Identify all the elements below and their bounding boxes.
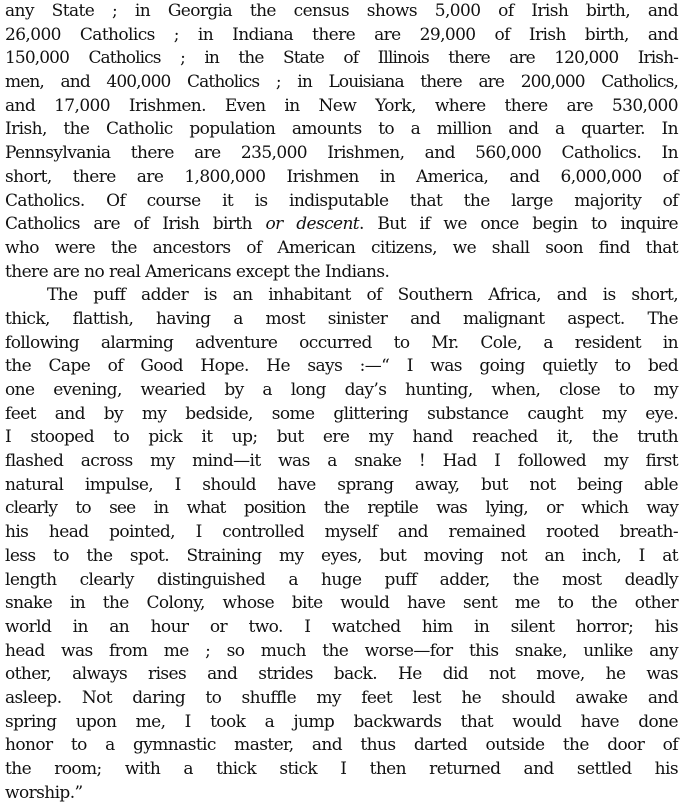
text-line: honor to a gymnastic master, and thus darted outside the door of [5, 735, 678, 756]
text-line: 26,000 Catholics ; in Indiana there are 29,000 of Irish birth, and [5, 24, 678, 45]
text-line: head was from me ; so much the worse—for this snake, unlike any [5, 640, 678, 661]
text-line: his head pointed, I controlled myself and remained rooted breath- [5, 522, 678, 543]
text-line: asleep. Not daring to shuffle my feet lest he should awake and [5, 687, 678, 708]
text-line: worship.” [5, 782, 83, 803]
text-line: spring upon me, I took a jump backwards that would have done [5, 711, 678, 732]
text-line-with-italic [5, 213, 678, 237]
italic-phrase: or descent [265, 214, 360, 235]
text-line: Pennsylvania there are 235,000 Irishmen, and 560,000 Catholics. In [5, 143, 678, 164]
text-line: short, there are 1,800,000 Irishmen in America, and 6,000,000 of [5, 166, 678, 187]
paragraph-irish-catholics [5, 0, 678, 284]
text-line: the Cape of Good Hope. He says :—“ I was going quietly to bed [5, 356, 678, 377]
text-line: 150,000 Catholics ; in the State of Illinois there are 120,000 Irish- [5, 48, 678, 69]
text-line: thick, flattish, having a most sinister and malignant aspect. The [5, 308, 678, 329]
text-segment: . But if we once begin to inquire [359, 214, 678, 235]
text-line: and 17,000 Irishmen. Even in New York, where there are 530,000 [5, 95, 678, 116]
text-line: who were the ancestors of American citizens, we shall soon find that [5, 237, 678, 258]
text-segment: Catholics are of Irish birth [5, 214, 266, 235]
text-line: there are no real Americans except the Indians. [5, 261, 390, 282]
text-line: natural impulse, I should have sprang away, but not being able [5, 474, 678, 495]
text-line: the room; with a thick stick I then returned and settled his [5, 759, 678, 779]
text-line: Catholics. Of course it is indisputable that the large majority of [5, 190, 678, 211]
paragraph-puff-adder [5, 284, 678, 805]
text-line: men, and 400,000 Catholics ; in Louisiana there are 200,000 Catholics, [5, 72, 678, 93]
text-line: snake in the Colony, whose bite would have sent me to the other [5, 593, 678, 614]
text-line: any State ; in Georgia the census shows 5,000 of Irish birth, and [5, 1, 678, 21]
text-line: flashed across my mind—it was a snake ! Had I followed my first [5, 451, 678, 472]
text-line: world in an hour or two. I watched him in silent horror; his [5, 616, 678, 637]
text-line: following alarming adventure occurred to Mr. Cole, a resident in [5, 332, 678, 353]
text-line: other, always rises and strides back. He did not move, he was [5, 664, 678, 685]
text-line: The puff adder is an inhabitant of Southern Africa, and is short, [47, 285, 678, 306]
text-line: one evening, wearied by a long day’s hunting, when, close to my [5, 380, 678, 400]
text-line: length clearly distinguished a huge puff adder, the most deadly [5, 569, 678, 590]
text-line: feet and by my bedside, some glittering substance caught my eye. [5, 403, 678, 424]
text-line: less to the spot. Straining my eyes, but moving not an inch, I at [5, 545, 678, 566]
text-line: I stooped to pick it up; but ere my hand reached it, the truth [5, 427, 678, 448]
text-line: Irish, the Catholic population amounts to a million and a quarter. In [5, 119, 678, 140]
text-line: clearly to see in what position the reptile was lying, or which way [5, 498, 678, 519]
